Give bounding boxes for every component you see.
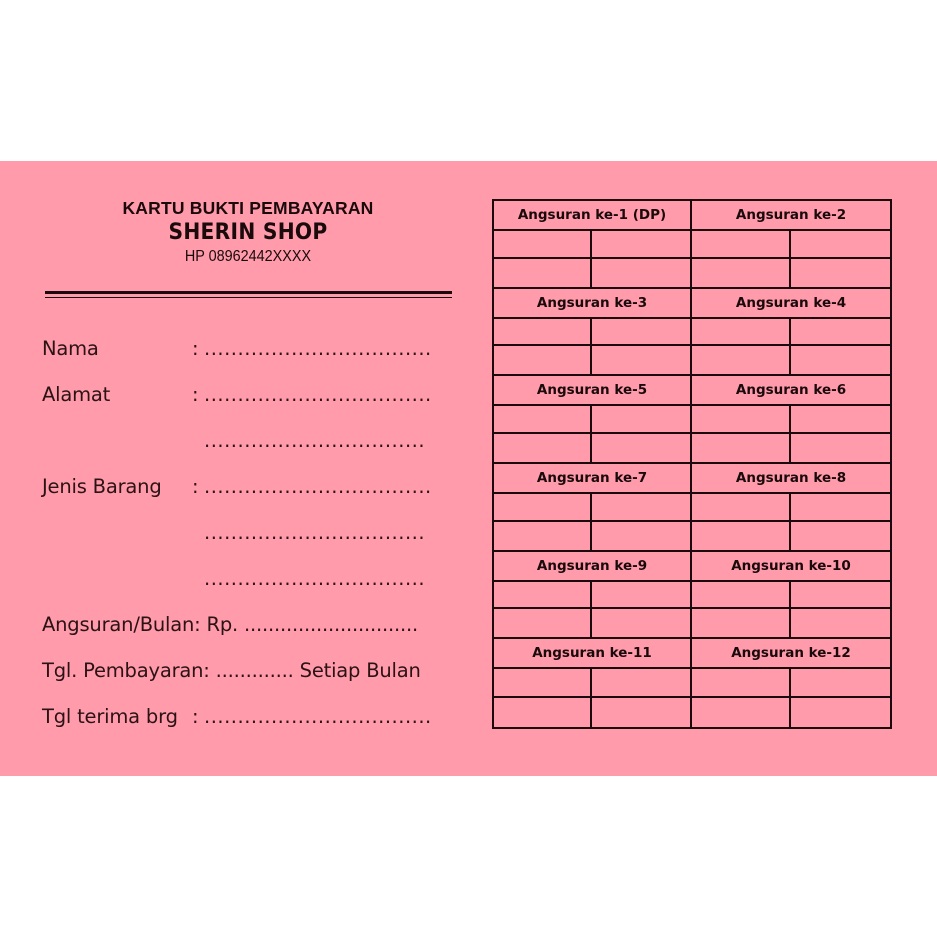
field-angsuran-bulan[interactable]	[42, 613, 418, 636]
installment-cell[interactable]	[692, 669, 791, 696]
shop-phone: HP 08962442XXXX	[184, 248, 312, 265]
field-text: Tgl. Pembayaran: ............. Setiap Bulan	[42, 659, 421, 682]
installment-cell[interactable]	[692, 259, 791, 287]
field-blank[interactable]: ..................................	[204, 475, 432, 498]
installment-cell[interactable]	[692, 406, 791, 432]
installment-cell[interactable]	[592, 669, 690, 696]
installment-block	[494, 552, 692, 640]
field-jenis-barang[interactable]	[42, 475, 432, 498]
installment-label: Angsuran ke-12	[692, 639, 890, 669]
installment-block	[494, 464, 692, 552]
field-blank[interactable]: .................................	[204, 567, 426, 590]
installment-cell[interactable]	[791, 319, 890, 345]
installment-cell[interactable]	[592, 231, 690, 257]
installment-cell[interactable]	[692, 231, 791, 257]
installment-label: Angsuran ke-4	[692, 289, 890, 319]
field-tgl-terima-brg[interactable]	[42, 705, 432, 728]
field-label: Jenis Barang	[42, 475, 162, 498]
installment-cell[interactable]	[592, 259, 690, 287]
installment-cell[interactable]	[791, 231, 890, 257]
field-colon: :	[192, 705, 199, 728]
installment-label: Angsuran ke-5	[494, 376, 690, 406]
field-blank[interactable]: ..................................	[204, 337, 432, 360]
installment-cell[interactable]	[791, 582, 890, 608]
installment-cell[interactable]	[592, 319, 690, 345]
installment-label: Angsuran ke-7	[494, 464, 690, 494]
installment-cell[interactable]	[494, 259, 592, 287]
field-blank[interactable]: ..................................	[204, 705, 432, 728]
installment-cell[interactable]	[592, 522, 690, 550]
installment-block	[692, 289, 890, 377]
installment-cell[interactable]	[692, 319, 791, 345]
installment-cell[interactable]	[494, 434, 592, 462]
installment-label: Angsuran ke-3	[494, 289, 690, 319]
installment-cell[interactable]	[494, 406, 592, 432]
field-blank[interactable]: .................................	[204, 429, 426, 452]
installment-cell[interactable]	[494, 582, 592, 608]
installment-cell[interactable]	[692, 609, 791, 637]
installment-cell[interactable]	[791, 698, 890, 727]
installment-cell[interactable]	[692, 582, 791, 608]
installment-label: Angsuran ke-10	[692, 552, 890, 582]
installment-cell[interactable]	[494, 494, 592, 520]
card-header	[44, 197, 452, 267]
field-tgl-pembayaran[interactable]	[42, 659, 421, 682]
installment-cell[interactable]	[592, 698, 690, 727]
installment-cell[interactable]	[692, 494, 791, 520]
installment-cell[interactable]	[592, 346, 690, 374]
installment-cell[interactable]	[494, 522, 592, 550]
installment-block	[692, 201, 890, 289]
installment-cell[interactable]	[692, 698, 791, 727]
installment-block	[692, 464, 890, 552]
field-colon: :	[192, 383, 199, 406]
installment-label: Angsuran ke-2	[692, 201, 890, 231]
installment-label: Angsuran ke-1 (DP)	[494, 201, 690, 231]
header-divider-thin	[45, 297, 452, 298]
field-alamat[interactable]	[42, 383, 432, 406]
field-colon: :	[192, 475, 199, 498]
installment-label: Angsuran ke-6	[692, 376, 890, 406]
installment-cell[interactable]	[494, 669, 592, 696]
installment-cell[interactable]	[692, 434, 791, 462]
installment-label: Angsuran ke-9	[494, 552, 690, 582]
installment-cell[interactable]	[791, 609, 890, 637]
installment-grid	[492, 199, 892, 729]
shop-name: SHERIN SHOP	[168, 220, 328, 245]
installment-cell[interactable]	[494, 698, 592, 727]
installment-cell[interactable]	[592, 609, 690, 637]
installment-cell[interactable]	[592, 434, 690, 462]
field-blank[interactable]: .................................	[204, 521, 426, 544]
card-title: KARTU BUKTI PEMBAYARAN	[122, 198, 374, 218]
installment-label: Angsuran ke-11	[494, 639, 690, 669]
installment-block	[494, 639, 692, 727]
installment-cell[interactable]	[494, 231, 592, 257]
installment-cell[interactable]	[592, 494, 690, 520]
installment-cell[interactable]	[791, 346, 890, 374]
field-label: Alamat	[42, 383, 111, 406]
installment-cell[interactable]	[494, 319, 592, 345]
payment-card	[0, 161, 937, 776]
field-nama[interactable]	[42, 337, 432, 360]
installment-cell[interactable]	[494, 609, 592, 637]
header-divider-thick	[45, 291, 452, 294]
installment-block	[494, 201, 692, 289]
installment-cell[interactable]	[791, 669, 890, 696]
installment-block	[494, 376, 692, 464]
installment-cell[interactable]	[494, 346, 592, 374]
installment-cell[interactable]	[791, 406, 890, 432]
installment-label: Angsuran ke-8	[692, 464, 890, 494]
field-blank[interactable]: ..................................	[204, 383, 432, 406]
installment-cell[interactable]	[791, 494, 890, 520]
field-text: Angsuran/Bulan: Rp. .............................	[42, 613, 419, 636]
installment-cell[interactable]	[791, 522, 890, 550]
installment-cell[interactable]	[692, 346, 791, 374]
installment-block	[692, 639, 890, 727]
installment-cell[interactable]	[592, 582, 690, 608]
field-label: Nama	[42, 337, 99, 360]
installment-block	[692, 552, 890, 640]
installment-cell[interactable]	[791, 434, 890, 462]
field-label: Tgl terima brg	[42, 705, 178, 728]
installment-block	[692, 376, 890, 464]
installment-cell[interactable]	[592, 406, 690, 432]
installment-block	[494, 289, 692, 377]
installment-cell[interactable]	[791, 259, 890, 287]
field-colon: :	[192, 337, 199, 360]
installment-cell[interactable]	[692, 522, 791, 550]
